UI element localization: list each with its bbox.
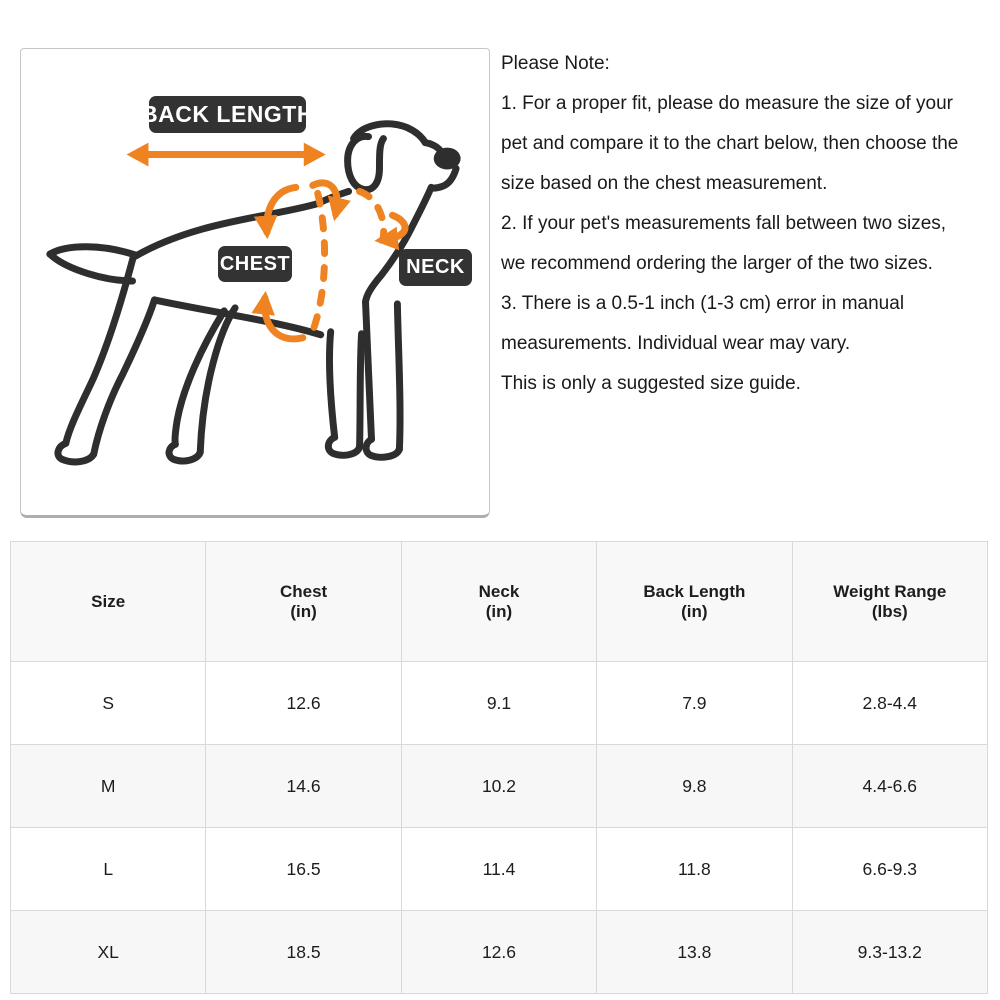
table-row-size-l [11,828,988,911]
column-label: Chest [279,581,328,601]
dog-nose [434,148,461,170]
note-line: pet and compare it to the chart below, then choose the [501,133,959,154]
cell-chest: 18.5 [206,911,401,994]
column-unit: (in) [290,601,317,621]
column-header-weight-range [792,542,987,662]
cell-chest: 16.5 [206,828,401,911]
back-length-arrow [127,143,326,167]
cell-size: XL [11,911,206,994]
cell-size: S [11,662,206,745]
size-chart-table [10,541,988,994]
cell-back-length: 7.9 [597,662,792,745]
note-line: This is only a suggested size guide. [501,373,801,394]
column-unit: (in) [681,601,708,621]
cell-weight-range: 9.3-13.2 [792,911,987,994]
column-unit: (lbs) [871,601,908,621]
note-line: we recommend ordering the larger of the two sizes. [501,253,933,274]
neck-label: NECK [399,249,472,286]
back-length-label: BACK LENGTH [149,96,306,133]
cell-weight-range: 6.6-9.3 [792,828,987,911]
dog-measurement-diagram [20,48,490,518]
cell-neck: 9.1 [401,662,596,745]
column-header-chest [206,542,401,662]
cell-size: M [11,745,206,828]
cell-back-length: 11.8 [597,828,792,911]
column-label: Back Length [643,581,746,601]
cell-weight-range: 2.8-4.4 [792,662,987,745]
header-row [11,542,988,662]
neck-measure-annotation [360,191,406,240]
note-line: 1. For a proper fit, please do measure the size of your [501,93,954,114]
column-label: Size [91,591,126,611]
chest-label: CHEST [218,246,292,282]
note-text-block [501,44,996,404]
column-header-size [11,542,206,662]
table-row-size-s [11,662,988,745]
note-heading: Please Note: [501,53,610,74]
cell-back-length: 13.8 [597,911,792,994]
note-line: 3. There is a 0.5-1 inch (1-3 cm) error in manual [501,293,905,314]
column-label: Neck [478,581,520,601]
note-line: size based on the chest measurement. [501,173,828,194]
dog-body-outline [50,124,456,462]
column-label: Weight Range [833,581,947,601]
note-line: measurements. Individual wear may vary. [501,333,851,354]
column-header-neck [401,542,596,662]
column-header-back-length [597,542,792,662]
cell-weight-range: 4.4-6.6 [792,745,987,828]
table-row-size-m [11,745,988,828]
cell-neck: 12.6 [401,911,596,994]
column-unit: (in) [485,601,513,621]
cell-back-length: 9.8 [597,745,792,828]
cell-chest: 12.6 [206,662,401,745]
note-line: 2. If your pet's measurements fall between two sizes, [501,213,947,234]
table-row-size-xl [11,911,988,994]
cell-neck: 11.4 [401,828,596,911]
cell-neck: 10.2 [401,745,596,828]
cell-chest: 14.6 [206,745,401,828]
cell-size: L [11,828,206,911]
